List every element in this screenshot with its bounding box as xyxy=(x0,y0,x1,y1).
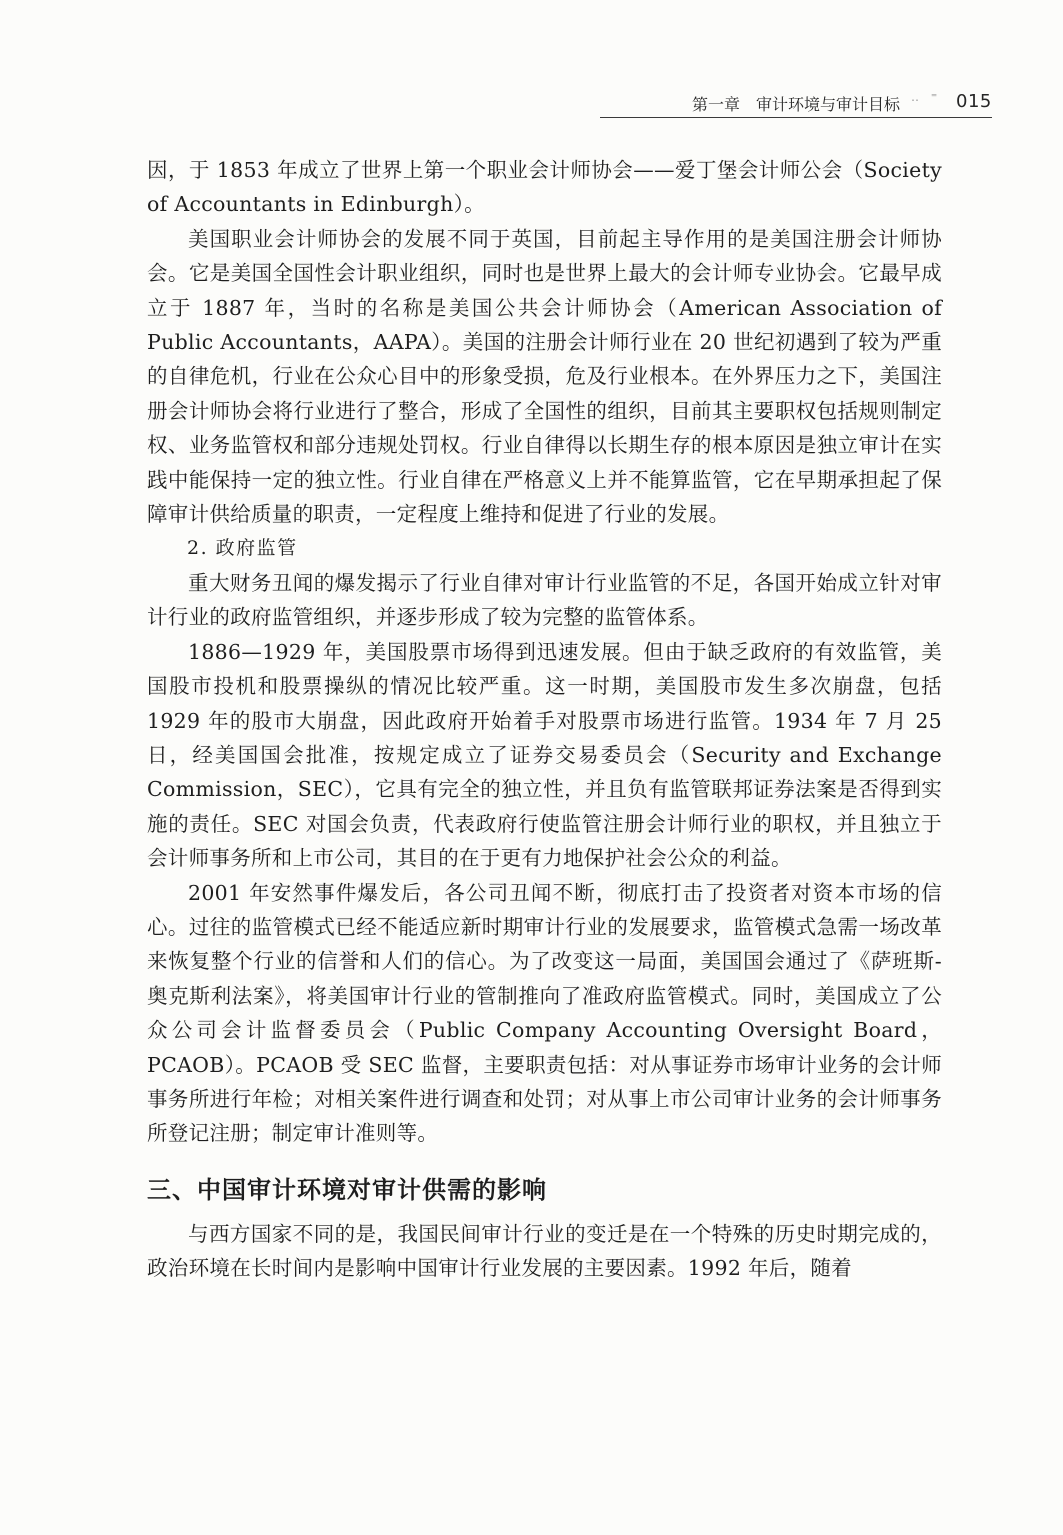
body-text xyxy=(147,153,942,1286)
header-marks: ‥ ⁼ xyxy=(911,90,942,104)
paragraph-china-audit: 与西方国家不同的是，我国民间审计行业的变迁是在一个特殊的历史时期完成的，政治环境在长时间内是影响中国审计行业发展的主要因素。1992 年后，随着 xyxy=(147,1221,942,1281)
page-number: 015 xyxy=(956,91,992,112)
chapter-title: 第一章 审计环境与审计目标 xyxy=(692,95,901,114)
subheading-government-regulation: 2. 政府监管 xyxy=(187,537,298,560)
paragraph-us-cpa-association: 美国职业会计师协会的发展不同于英国，目前起主导作用的是美国注册会计师协会。它是美国全国性会计职业组织，同时也是世界上最大的会计师专业协会。它最早成立于 1887 年，当时的名称是美国公共会计师协会（American Association of Public Accountants，AAPA）。美国的注册会计师行业在 20 世纪初遇到了较为严重的自律危机，行业在公众心目中的形象受损，危及行业根本。在外界压力之下，美国注册会计师协会将行业进行了整合，形成了全国性的组织，目前其主要职权包括规则制定权、业务监管权和部分违规处罚权。行业自律得以长期生存的根本原因是独立审计在实践中能保持一定的独立性。行业自律在严格意义上并不能算监管，它在早期承担起了保障审计供给质量的职责，一定程度上维持和促进了行业的发展。 xyxy=(147,226,942,527)
paragraph-continued: 因，于 1853 年成立了世界上第一个职业会计师协会——爱丁堡会计师公会（Society of Accountants in Edinburgh）。 xyxy=(147,158,942,217)
section-heading: 三、中国审计环境对审计供需的影响 xyxy=(147,1175,547,1204)
running-header xyxy=(600,88,992,118)
paragraph-financial-scandals: 重大财务丑闻的爆发揭示了行业自律对审计行业监管的不足，各国开始成立针对审计行业的政府监管组织，并逐步形成了较为完整的监管体系。 xyxy=(147,570,942,630)
paragraph-sec-history: 1886—1929 年，美国股票市场得到迅速发展。但由于缺乏政府的有效监管，美国股市投机和股票操纵的情况比较严重。这一时期，美国股市发生多次崩盘，包括 1929 年的股市大崩盘，因此政府开始着手对股票市场进行监管。1934 年 7 月 25 日，经美国国会批准，按规定成立了证券交易委员会（Security and Exchange Commission，SEC），它具有完全的独立性，并且负有监管联邦证券法案是否得到实施的责任。SEC 对国会负责，代表政府行使监管注册会计师行业的职权，并且独立于会计师事务所和上市公司，其目的在于更有力地保护社会公众的利益。 xyxy=(147,639,942,871)
header-rule xyxy=(600,117,992,118)
paragraph-enron-pcaob: 2001 年安然事件爆发后，各公司丑闻不断，彻底打击了投资者对资本市场的信心。过往的监管模式已经不能适应新时期审计行业的发展要求，监管模式急需一场改革来恢复整个行业的信誉和人们的信心。为了改变这一局面，美国国会通过了《萨班斯-奥克斯利法案》，将美国审计行业的管制推向了准政府监管模式。同时，美国成立了公众公司会计监督委员会（Public Company Accounting Oversight Board，PCAOB）。PCAOB 受 SEC 监督，主要职责包括：对从事证券市场审计业务的会计师事务所进行年检；对相关案件进行调查和处罚；对从事上市公司审计业务的会计师事务所登记注册；制定审计准则等。 xyxy=(147,880,942,1146)
